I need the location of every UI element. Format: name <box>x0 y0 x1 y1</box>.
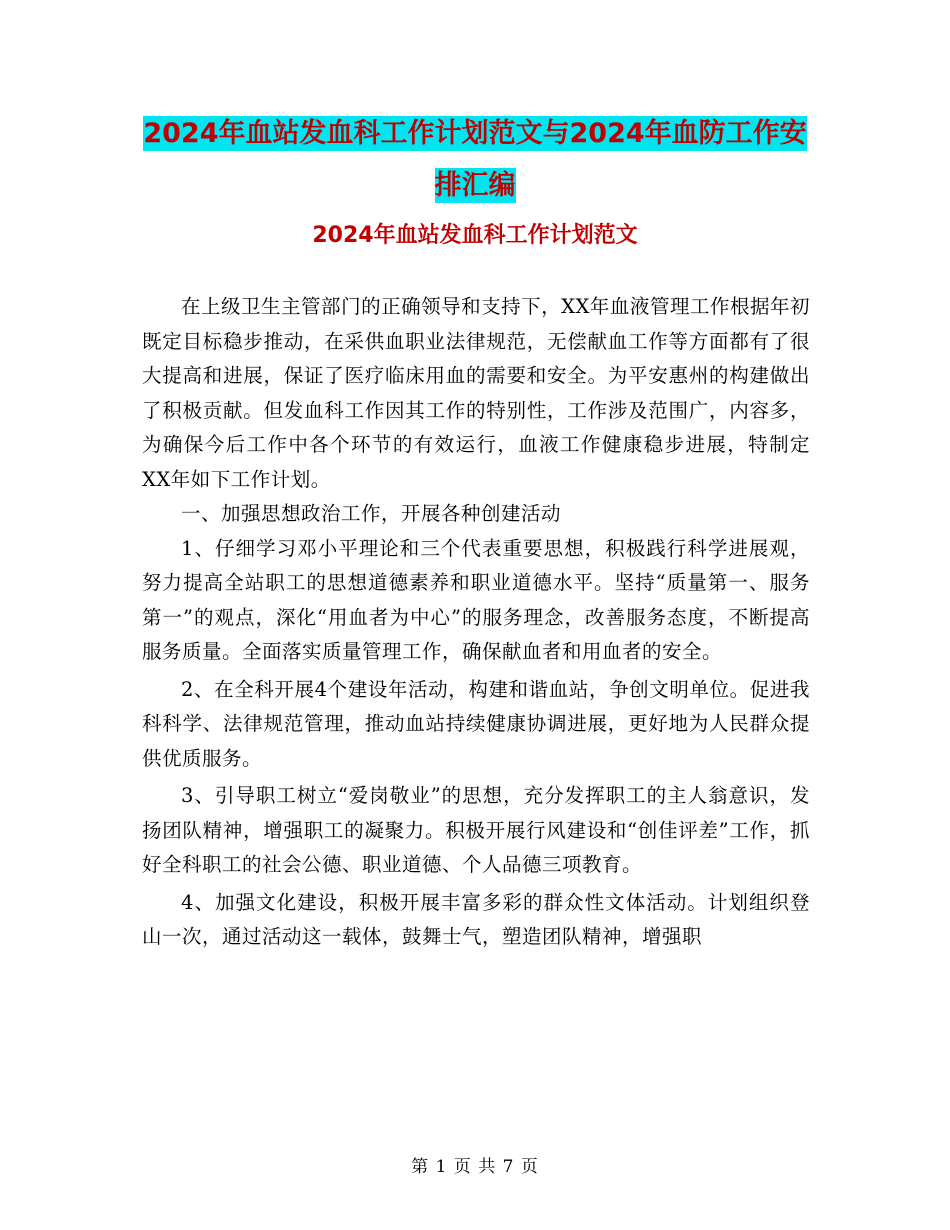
document-title <box>0 108 950 212</box>
page-footer: 第 1 页 共 7 页 <box>411 1157 539 1177</box>
title-line-1: 2024年血站发血科工作计划范文与2024年血防工作安 <box>143 118 807 149</box>
paragraph-item-4: 4、加强文化建设，积极开展丰富多彩的群众性文体活动。计划组织登山一次，通过活动这一载体，鼓舞士气，塑造团队精神，增强职 <box>142 890 810 948</box>
title-line-2: 排汇编 <box>434 170 516 201</box>
section-title: 2024年血站发血科工作计划范文 <box>312 223 638 248</box>
paragraph-item-2: 2、在全科开展4个建设年活动，构建和谐血站，争创文明单位。促进我科科学、法律规范管理，推动血站持续健康协调进展，更好地为人民群众提供优质服务。 <box>142 677 810 770</box>
document-body <box>142 290 810 955</box>
paragraph-intro: 在上级卫生主管部门的正确领导和支持下，XX年血液管理工作根据年初既定目标稳步推动，在采供血职业法律规范，无偿献血工作等方面都有了很大提高和进展，保证了医疗临床用血的需要和安全。为平安惠州的构建做出了积极贡献。但发血科工作因其工作的特别性，工作涉及范围广，内容多，为确保今后工作中各个环节的有效运行，血液工作健康稳步进展，特制定XX年如下工作计划。 <box>142 295 810 491</box>
paragraph-heading-1: 一、加强思想政治工作，开展各种创建活动 <box>181 502 562 525</box>
paragraph-item-3: 3、引导职工树立“爱岗敬业”的思想，充分发挥职工的主人翁意识，发扬团队精神，增强职工的凝聚力。积极开展行风建设和“创佳评差”工作，抓好全科职工的社会公德、职业道德、个人品德三项教育。 <box>142 784 810 876</box>
paragraph-item-1: 1、仔细学习邓小平理论和三个代表重要思想，积极践行科学进展观，努力提高全站职工的思想道德素养和职业道德水平。坚持“质量第一、服务第一”的观点，深化“用血者为中心”的服务理念，改善服务态度，不断提高服务质量。全面落实质量管理工作，确保献血者和用血者的安全。 <box>142 536 810 663</box>
